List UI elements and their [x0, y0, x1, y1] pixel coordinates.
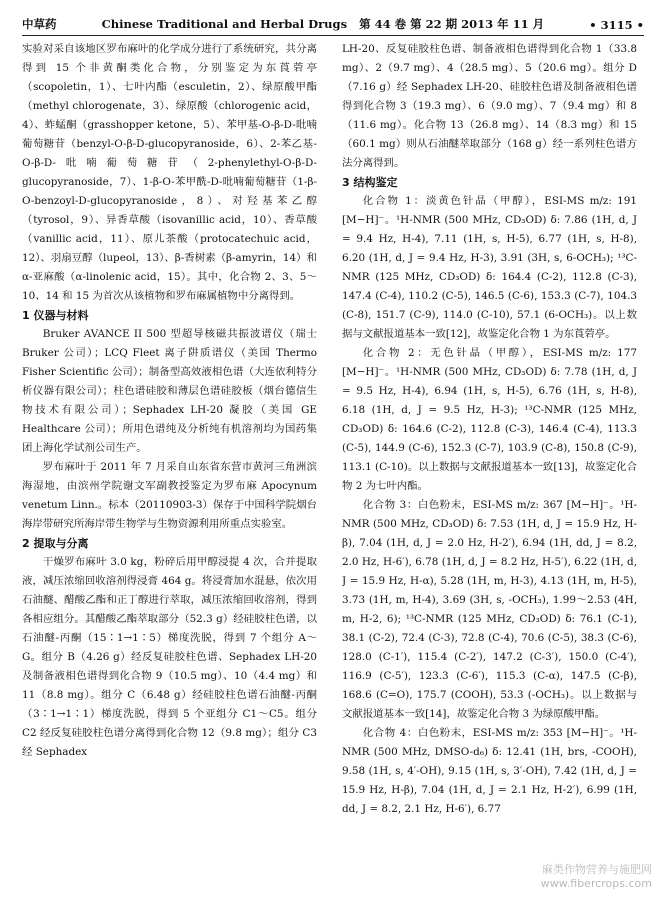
running-header: [22, 10, 644, 36]
right-column: [342, 40, 637, 850]
page-number: • 3115 •: [589, 18, 644, 32]
compound-2-paragraph: 化合物 2：无色针晶（甲醇），ESI-MS m/z: 177 [M−H]⁻。¹H-NMR (500 MHz, CD₃OD) δ: 7.78 (1H, d, J = 9.5 Hz, H-4), 6.94 (1H, s, H-5), 6.76 (1H, s, H-8), 6.18 (1H, d, J = 9.5 Hz, H-3); ¹³C-NMR (125 MHz, CD₃OD) δ: 164.6 (C-2), 112.8 (C-3), 146.4 (C-4), 113.3 (C-5), 144.9 (C-6), 152.3 (C-7), 103.9 (C-8), 150.8 (C-9), 113.1 (C-10)。以上数据与文献报道基本一致[13]，故鉴定化合物 2 为七叶内酯。: [342, 347, 637, 492]
compound-4-paragraph: 化合物 4：白色粉末，ESI-MS m/z: 353 [M−H]⁻。¹H-NMR (500 MHz, DMSO-d₆) δ: 12.41 (1H, brs, -COOH), 9.58 (1H, s, 4′-OH), 9.15 (1H, s, 3′-OH), 7.42 (1H, d, J = 15.9 Hz, H-β), 7.04 (1H, d, J = 2.1 Hz, H-2′), 6.99 (1H, dd, J = 8.2, 2.1 Hz, H-6′), 6.77: [342, 727, 637, 815]
journal-name-en: Chinese Traditional and Herbal Drugs 第 44 卷 第 22 期 2013 年 11 月: [101, 17, 545, 31]
compound-3-paragraph: 化合物 3：白色粉末，ESI-MS m/z: 367 [M−H]⁻。¹H-NMR (500 MHz, CD₃OD) δ: 7.53 (1H, d, J = 15.9 Hz, H-β), 7.04 (1H, d, J = 2.0 Hz, H-2′), 6.94 (1H, dd, J = 8.2, 2.0 Hz, H-6′), 6.78 (1H, d, J = 8.2 Hz, H-5′), 6.22 (1H, d, J = 15.9 Hz, H-α), 5.28 (1H, m, H-3), 4.13 (1H, m, H-5), 3.73 (1H, m, H-4), 3.69 (3H, s, -OCH₃), 1.99～2.53 (4H, m, H-2, 6); ¹³C-NMR (125 MHz, CD₃OD) δ: 76.1 (C-1), 38.1 (C-2), 72.4 (C-3), 72.8 (C-4), 70.6 (C-5), 38.3 (C-6), 128.0 (C-1′), 115.4 (C-2′), 147.2 (C-3′), 150.0 (C-4′), 116.9 (C-5′), 123.3 (C-6′), 115.3 (C-α), 147.5 (C-β), 168.6 (C=O), 175.7 (COOH), 53.3 (-OCH₃)。以上数据与文献报道基本一致[14]，故鉴定化合物 3 为绿原酸甲酯。: [342, 499, 637, 720]
intro-paragraph: 实验对采自该地区罗布麻叶的化学成分进行了系统研究，共分离得到 15 个非黄酮类化合物，分别鉴定为东莨菪亭（scopoletin，1）、七叶内酯（esculetin，2）、绿原酸甲酯（methyl chlorogenate，3）、绿原酸（chlorogenic acid，4）、蚱蜢酮（grasshopper ketone，5）、苯甲基-O-β-D-吡喃葡萄糖苷（benzyl-O-β-D-glucopyranoside，6）、2-苯乙基-O-β-D-吡喃葡萄糖苷（2-phenylethyl-O-β-D-glucopyranoside，7）、1-β-O-苯甲酰-D-吡喃葡萄糖苷（1-β-O-benzoyl-D-glucopyranoside，8）、对羟基苯乙醇（tyrosol，9）、异香草酸（isovanillic acid，10）、香草酸（vanillic acid，11）、原儿茶酸（protocatechuic acid，12）、羽扇豆醇（lupeol，13）、β-香树素（β-amyrin，14）和 α-亚麻酸（α-linolenic acid，15）。其中，化合物 2、3、5～10、14 和 15 为首次从该植物和罗布麻属植物中分离得到。: [22, 43, 317, 302]
extraction-continued: LH-20、反复硅胶柱色谱、制备液相色谱得到化合物 1（33.8 mg）、2（9.7 mg）、4（28.5 mg）、5（20.6 mg）。组分 D（7.16 g）经 Sephadex LH-20、硅胶柱色谱及制备液相色谱得到化合物 3（19.3 mg）、6（9.0 mg）、7（9.4 mg）和 8（11.6 mg）。化合物 13（26.8 mg）、14（8.3 mg）和 15（60.1 mg）则从石油醚萃取部分（168 g）经一系列柱色谱方法分离得到。: [342, 43, 637, 169]
extraction-paragraph: 干燥罗布麻叶 3.0 kg，粉碎后用甲醇浸提 4 次，合并提取液，减压浓缩回收溶剂得浸膏 464 g。将浸膏加水混悬，依次用石油醚、醋酸乙酯和正丁醇进行萃取，减压浓缩回收溶剂，得到各相应组分。其醋酸乙酯萃取部分（52.3 g）经硅胶柱色谱，以石油醚-丙酮（15∶1→1∶5）梯度洗脱，得到 7 个组分 A～G。组分 B（4.26 g）经反复硅胶柱色谱、Sephadex LH-20 及制备液相色谱得到化合物 9（10.5 mg）、10（4.4 mg）和 11（8.8 mg）。组分 C（6.48 g）经硅胶柱色谱石油醚-丙酮（3∶1→1∶1）梯度洗脱，得到 5 个亚组分 C1～C5。组分 C2 经反复硅胶柱色谱分离得到化合物 12（9.8 mg）；组分 C3 经 Sephadex: [22, 556, 317, 758]
section-heading-instruments: 1 仪器与材料: [22, 309, 89, 322]
left-column: [22, 40, 317, 850]
compound-1-paragraph: 化合物 1：淡黄色针晶（甲醇），ESI-MS m/z: 191 [M−H]⁻。¹H-NMR (500 MHz, CD₃OD) δ: 7.86 (1H, d, J = 9.4 Hz, H-4), 7.11 (1H, s, H-5), 6.77 (1H, s, H-8), 6.20 (1H, d, J = 9.4 Hz, H-3), 3.91 (3H, s, 6-OCH₃); ¹³C-NMR (125 MHz, CD₃OD) δ: 164.4 (C-2), 112.8 (C-3), 147.4 (C-4), 110.2 (C-5), 146.5 (C-6), 153.3 (C-7), 104.3 (C-8), 151.7 (C-9), 114.0 (C-10), 57.1 (6-OCH₃)。以上数据与文献报道基本一致[12]，故鉴定化合物 1 为东莨菪亭。: [342, 195, 637, 340]
instruments-paragraph: Bruker AVANCE II 500 型超导核磁共振波谱仪（瑞士 Bruker 公司）；LCQ Fleet 离子阱质谱仪（美国 Thermo Fisher Scientific 公司）；制备型高效液相色谱（大连依利特分析仪器有限公司）；柱色谱硅胶和薄层色谱硅胶板（烟台德信生物技术有限公司）；Sephadex LH-20 凝胶（美国 GE Healthcare 公司）；所用色谱纯及分析纯有机溶剂均为国药集团上海化学试剂公司生产。: [22, 328, 317, 454]
section-heading-extraction: 2 提取与分离: [22, 537, 89, 550]
watermark: 麻类作物营养与施肥网 www.fibercrops.com: [540, 863, 652, 890]
section-heading-structure: 3 结构鉴定: [342, 176, 398, 189]
material-paragraph: 罗布麻叶于 2011 年 7 月采自山东省东营市黄河三角洲滨海湿地，由滨州学院谢文军副教授鉴定为罗布麻 Apocynum venetum Linn.。标本（20110903-3）保存于中国科学院烟台海岸带研究所海岸带生物学与生物资源利用所重点实验室。: [22, 461, 317, 530]
journal-name-cn: 中草药: [22, 17, 57, 31]
issue-info: 第 44 卷 第 22 期 2013 年 11 月: [359, 17, 545, 31]
